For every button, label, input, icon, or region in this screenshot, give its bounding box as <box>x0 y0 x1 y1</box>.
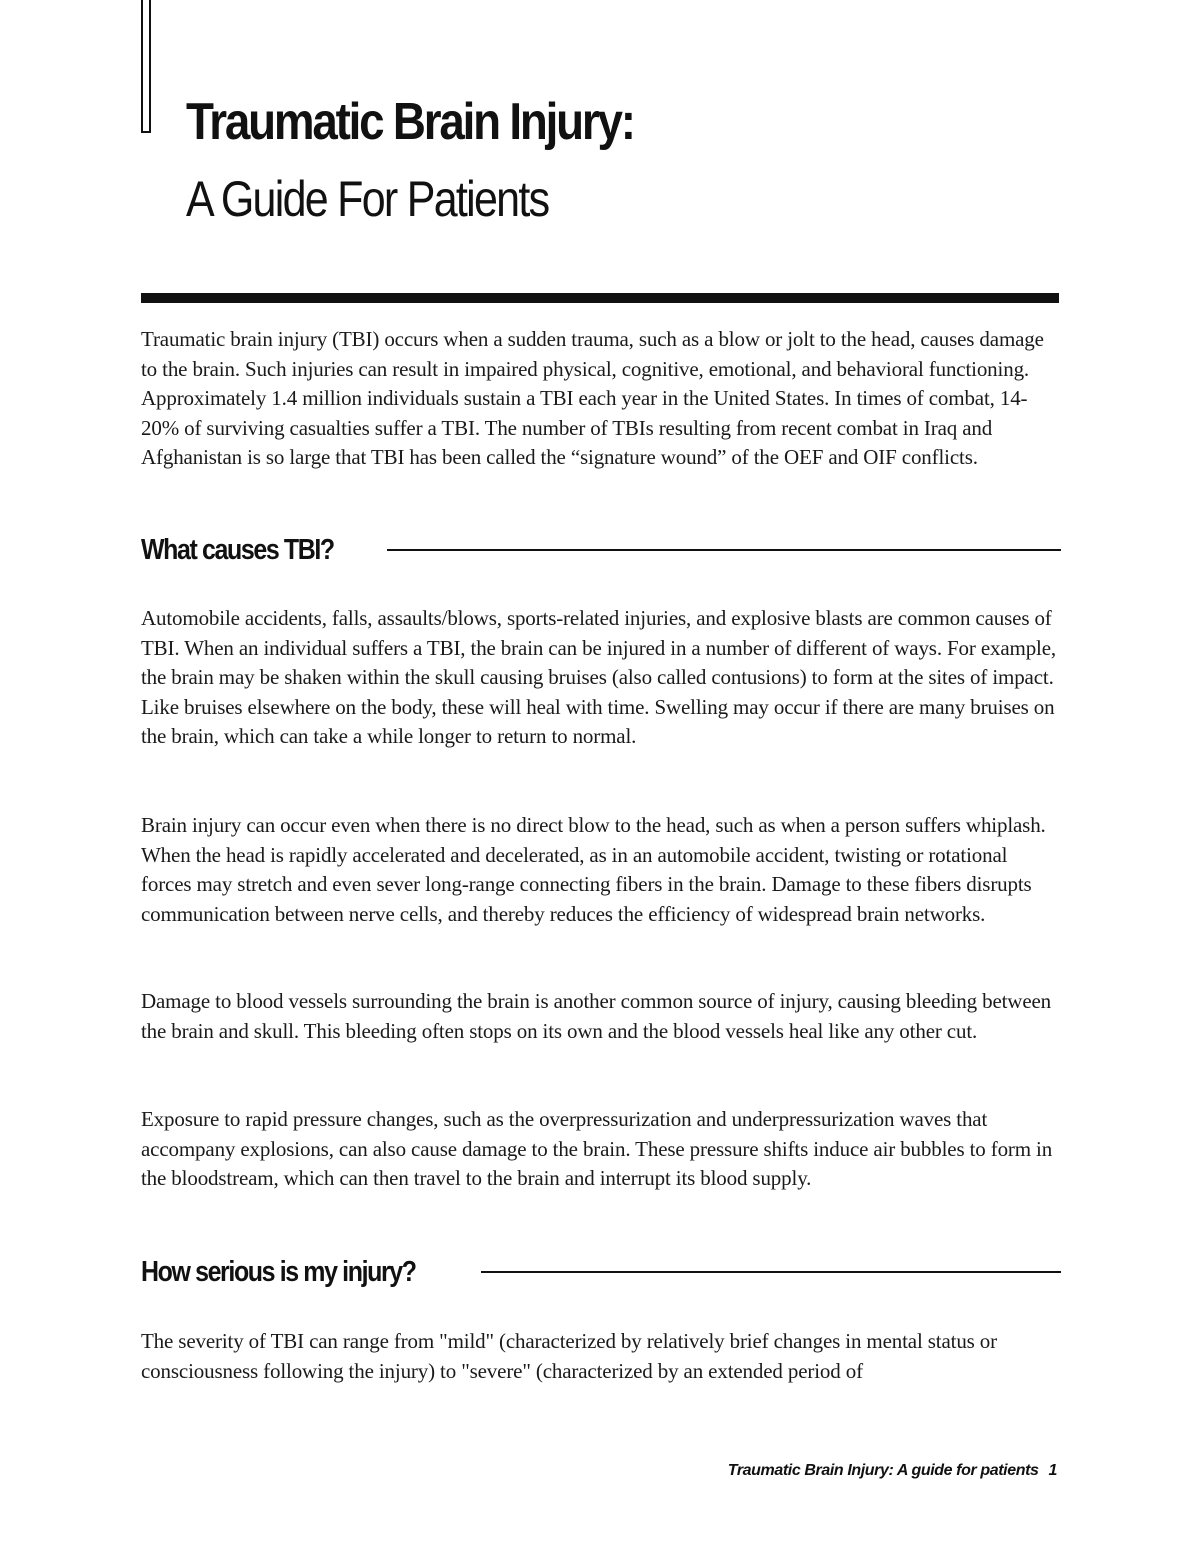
section-heading-severity <box>141 1252 1061 1292</box>
page-footer <box>728 1462 1057 1480</box>
section-title-severity: How serious is my injury? <box>141 1255 416 1288</box>
title-divider <box>141 293 1059 303</box>
section-rule <box>387 549 1061 551</box>
running-title: Traumatic Brain Injury: A guide for patients <box>727 1462 1039 1479</box>
section-rule <box>481 1271 1061 1273</box>
intro-paragraph: Traumatic brain injury (TBI) occurs when a sudden trauma, such as a blow or jolt to the head, causes damage to the brain. Such injuries can result in impaired physical, cognitive, emotional, and behavioral functioning. Approximately 1.4 million individuals sustain a TBI each year in the United States. In times of combat, 14-20% of surviving casualties suffer a TBI. The number of TBIs resulting from recent combat in Iraq and Afghanistan is so large that TBI has been called the “signature wound” of the OEF and OIF conflicts. <box>141 327 1044 469</box>
section-title-causes: What causes TBI? <box>141 533 334 566</box>
page-number: 1 <box>1048 1462 1057 1479</box>
document-subtitle: A Guide For Patients <box>186 171 549 227</box>
paragraph: The severity of TBI can range from "mild" (characterized by relatively brief changes in mental status or consciousness following the injury) to "severe" (characterized by an extended period of <box>141 1329 997 1383</box>
paragraph: Exposure to rapid pressure changes, such as the overpressurization and underpressurization waves that accompany explosions, can also cause damage to the brain. These pressure shifts induce air bubbles to form in the bloodstream, which can then travel to the brain and interrupt its blood supply. <box>141 1107 1053 1190</box>
paragraph: Damage to blood vessels surrounding the brain is another common source of injury, causing bleeding between the brain and skull. This bleeding often stops on its own and the blood vessels heal like any other cut. <box>141 989 1052 1043</box>
corner-margin-mark <box>141 0 151 133</box>
paragraph: Brain injury can occur even when there is no direct blow to the head, such as when a person suffers whiplash. When the head is rapidly accelerated and decelerated, as in an automobile accident, twisting or rotational forces may stretch and even sever long-range connecting fibers in the brain. Damage to these fibers disrupts communication between nerve cells, and thereby reduces the efficiency of widespread brain networks. <box>141 813 1046 926</box>
section-heading-causes <box>141 530 1061 570</box>
paragraph: Automobile accidents, falls, assaults/blows, sports-related injuries, and explosive blasts are common causes of TBI. When an individual suffers a TBI, the brain can be injured in a number of different of ways. For example, the brain may be shaken within the skull causing bruises (also called contusions) to form at the sites of impact. Like bruises elsewhere on the body, these will heal with time. Swelling may occur if there are many bruises on the brain, which can take a while longer to return to normal. <box>141 606 1057 748</box>
document-title: Traumatic Brain Injury: <box>186 93 634 151</box>
